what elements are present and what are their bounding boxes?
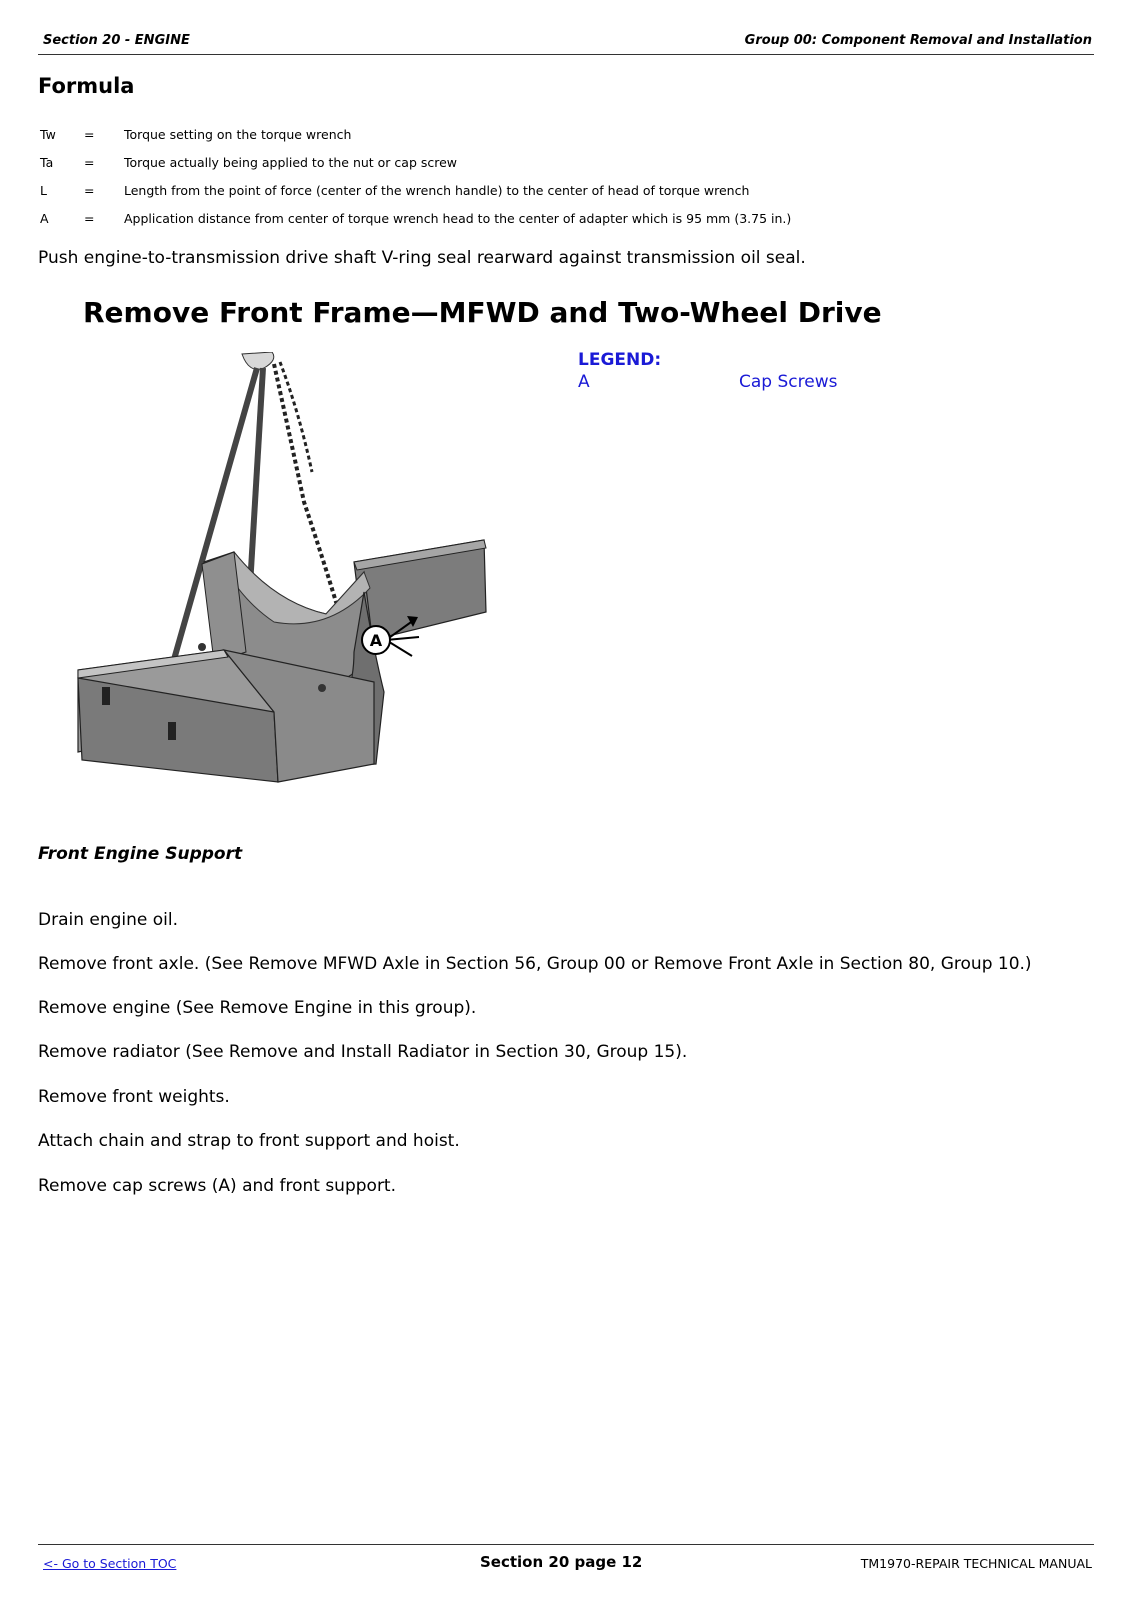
formula-row	[40, 204, 791, 232]
formula-row	[40, 148, 791, 176]
header-group: Group 00: Component Removal and Installation	[744, 33, 1092, 48]
formula-equals: =	[84, 126, 95, 142]
front-engine-support-illustration	[74, 352, 494, 792]
procedure-step: Remove front axle. (See Remove MFWD Axle in Section 56, Group 00 or Remove Front Axle in Section 80, Group 10.)	[38, 954, 1032, 974]
procedure-step: Drain engine oil.	[38, 910, 179, 930]
page-number: Section 20 page 12	[480, 1553, 643, 1571]
figure-caption: Front Engine Support	[38, 844, 243, 864]
legend-value-cap-screws: Cap Screws	[739, 372, 838, 392]
section-toc-link[interactable]: <- Go to Section TOC	[43, 1556, 177, 1571]
formula-description: Application distance from center of torque wrench head to the center of adapter which is 95 mm (3.75 in.)	[124, 210, 792, 226]
legend-key-a: A	[578, 372, 590, 392]
procedure-step: Remove engine (See Remove Engine in this group).	[38, 998, 477, 1018]
section-title: Remove Front Frame—MFWD and Two-Wheel Drive	[83, 296, 882, 329]
procedure-step: Remove radiator (See Remove and Install Radiator in Section 30, Group 15).	[38, 1042, 688, 1062]
formula-symbol: L	[40, 182, 47, 198]
formula-description: Torque actually being applied to the nut or cap screw	[124, 154, 458, 170]
formula-description: Length from the point of force (center of the wrench handle) to the center of head of torque wrench	[124, 182, 750, 198]
formula-symbol: Tw	[40, 126, 56, 142]
formula-equals: =	[84, 210, 95, 226]
formula-heading: Formula	[38, 74, 135, 98]
footer-divider	[38, 1544, 1094, 1545]
formula-symbol: Ta	[40, 154, 54, 170]
formula-row	[40, 176, 791, 204]
formula-symbol: A	[40, 210, 49, 226]
legend-title: LEGEND:	[578, 350, 662, 370]
formula-table	[40, 120, 791, 232]
formula-equals: =	[84, 182, 95, 198]
formula-row	[40, 120, 791, 148]
procedure-step: Attach chain and strap to front support and hoist.	[38, 1131, 460, 1151]
procedure-step: Remove front weights.	[38, 1087, 230, 1107]
manual-title: TM1970-REPAIR TECHNICAL MANUAL	[860, 1556, 1092, 1571]
formula-description: Torque setting on the torque wrench	[124, 126, 352, 142]
callout-a-label: A	[369, 631, 383, 650]
header-section: Section 20 - ENGINE	[43, 33, 190, 48]
formula-equals: =	[84, 154, 95, 170]
intro-step: Push engine-to-transmission drive shaft V-ring seal rearward against transmission oil seal.	[38, 248, 806, 268]
procedure-step: Remove cap screws (A) and front support.	[38, 1176, 396, 1196]
header-divider	[38, 54, 1094, 55]
